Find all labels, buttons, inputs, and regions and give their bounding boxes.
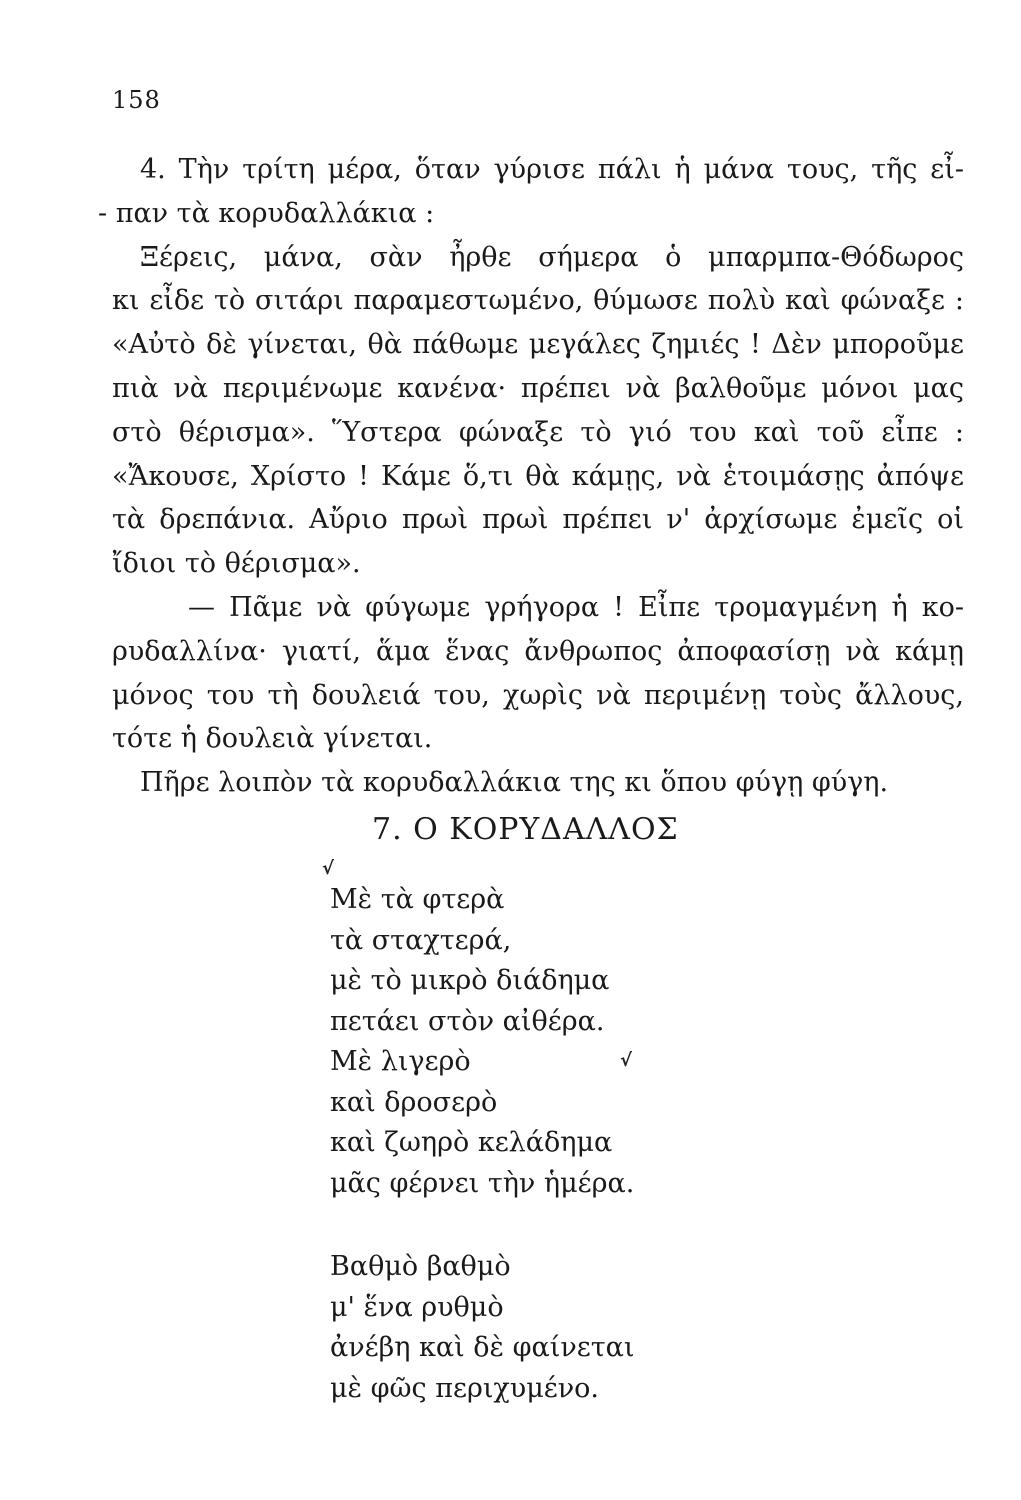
poem-verse: καὶ δροσερὸ — [330, 1086, 498, 1118]
poem-verse: μ' ἕνα ρυθμὸ — [330, 1291, 504, 1323]
prose-line: στὸ θέρισμα». Ὕστερα φώναξε τὸ γιό του καὶ τοῦ εἶπε : — [112, 416, 964, 448]
prose-line: Πῆρε λοιπὸν τὰ κορυδαλλάκια της κι ὅπου φύγῃ φύγη. — [140, 767, 889, 799]
check-mark-icon: √ — [322, 858, 335, 879]
prose-line: - παν τὰ κορυδαλλάκια : — [98, 197, 435, 229]
prose-line: τότε ἡ δουλειὰ γίνεται. — [112, 723, 433, 755]
prose-line: κι εἶδε τὸ σιτάρι παραμεστωμένο, θύμωσε πολὺ καὶ φώναξε : — [112, 285, 964, 317]
poem-verse: μὲ τὸ μικρὸ διάδημα — [330, 965, 610, 996]
prose-line: «Ἄκουσε, Χρίστο ! Κάμε ὅ,τι θὰ κάμῃς, νὰ ἑτοιμάσῃς ἀπόψε — [112, 460, 964, 492]
prose-line: 4. Τὴν τρίτη μέρα, ὅταν γύρισε πάλι ἡ μάνα τους, τῆς εἶ- — [140, 154, 964, 185]
page-number: 158 — [112, 86, 161, 114]
prose-line: τὰ δρεπάνια. Αὔριο πρωὶ πρωὶ πρέπει ν' ἀρχίσωμε ἐμεῖς οἱ — [112, 504, 964, 536]
poem-verse: Μὲ τὰ φτερὰ — [330, 884, 505, 915]
prose-line: — Πᾶμε νὰ φύγωμε γρήγορα ! Εἶπε τρομαγμένη ἡ κο- — [188, 591, 964, 623]
poem-stanza — [330, 1247, 635, 1409]
prose-line: «Αὐτὸ δὲ γίνεται, θὰ πάθωμε μεγάλες ζημιές ! Δὲν μποροῦμε — [112, 329, 964, 361]
poem-verse: καὶ ζωηρὸ κελάδημα — [330, 1127, 613, 1158]
poem-verse: Μὲ λιγερὸ — [330, 1046, 471, 1077]
poem-verse: Βαθμὸ βαθμὸ — [330, 1251, 511, 1282]
prose-line: πιὰ νὰ περιμένωμε κανένα· πρέπει νὰ βαλθοῦμε μόνοι μας — [112, 372, 964, 404]
check-mark-icon: √ — [620, 1050, 633, 1071]
prose-line: Ξέρεις, μάνα, σὰν ἦρθε σήμερα ὁ μπαρμπα-Θόδωρος — [140, 241, 964, 273]
poem — [330, 880, 635, 1409]
prose-line: ἴδιοι τὸ θέρισμα». — [112, 548, 361, 580]
poem-verse: πετάει στὸν αἰθέρα. — [330, 1005, 605, 1037]
prose-line: μόνος του τὴ δουλειά του, χωρὶς νὰ περιμένῃ τοὺς ἄλλους, — [112, 679, 964, 711]
poem-verse: μᾶς φέρνει τὴν ἡμέρα. — [330, 1167, 635, 1199]
poem-verse: μὲ φῶς περιχυμένο. — [330, 1372, 599, 1404]
poem-title: 7. Ο ΚΟΡΥΔΑΛΛΟΣ — [372, 812, 679, 847]
prose-text — [98, 148, 964, 805]
poem-stanza — [330, 880, 635, 1204]
poem-verse: τὰ σταχτερά, — [330, 924, 512, 956]
prose-line: ρυδαλλίνα· γιατί, ἅμα ἕνας ἄνθρωπος ἀποφασίσῃ νὰ κάμῃ — [112, 635, 964, 667]
poem-verse: ἀνέβη καὶ δὲ φαίνεται — [330, 1332, 635, 1363]
